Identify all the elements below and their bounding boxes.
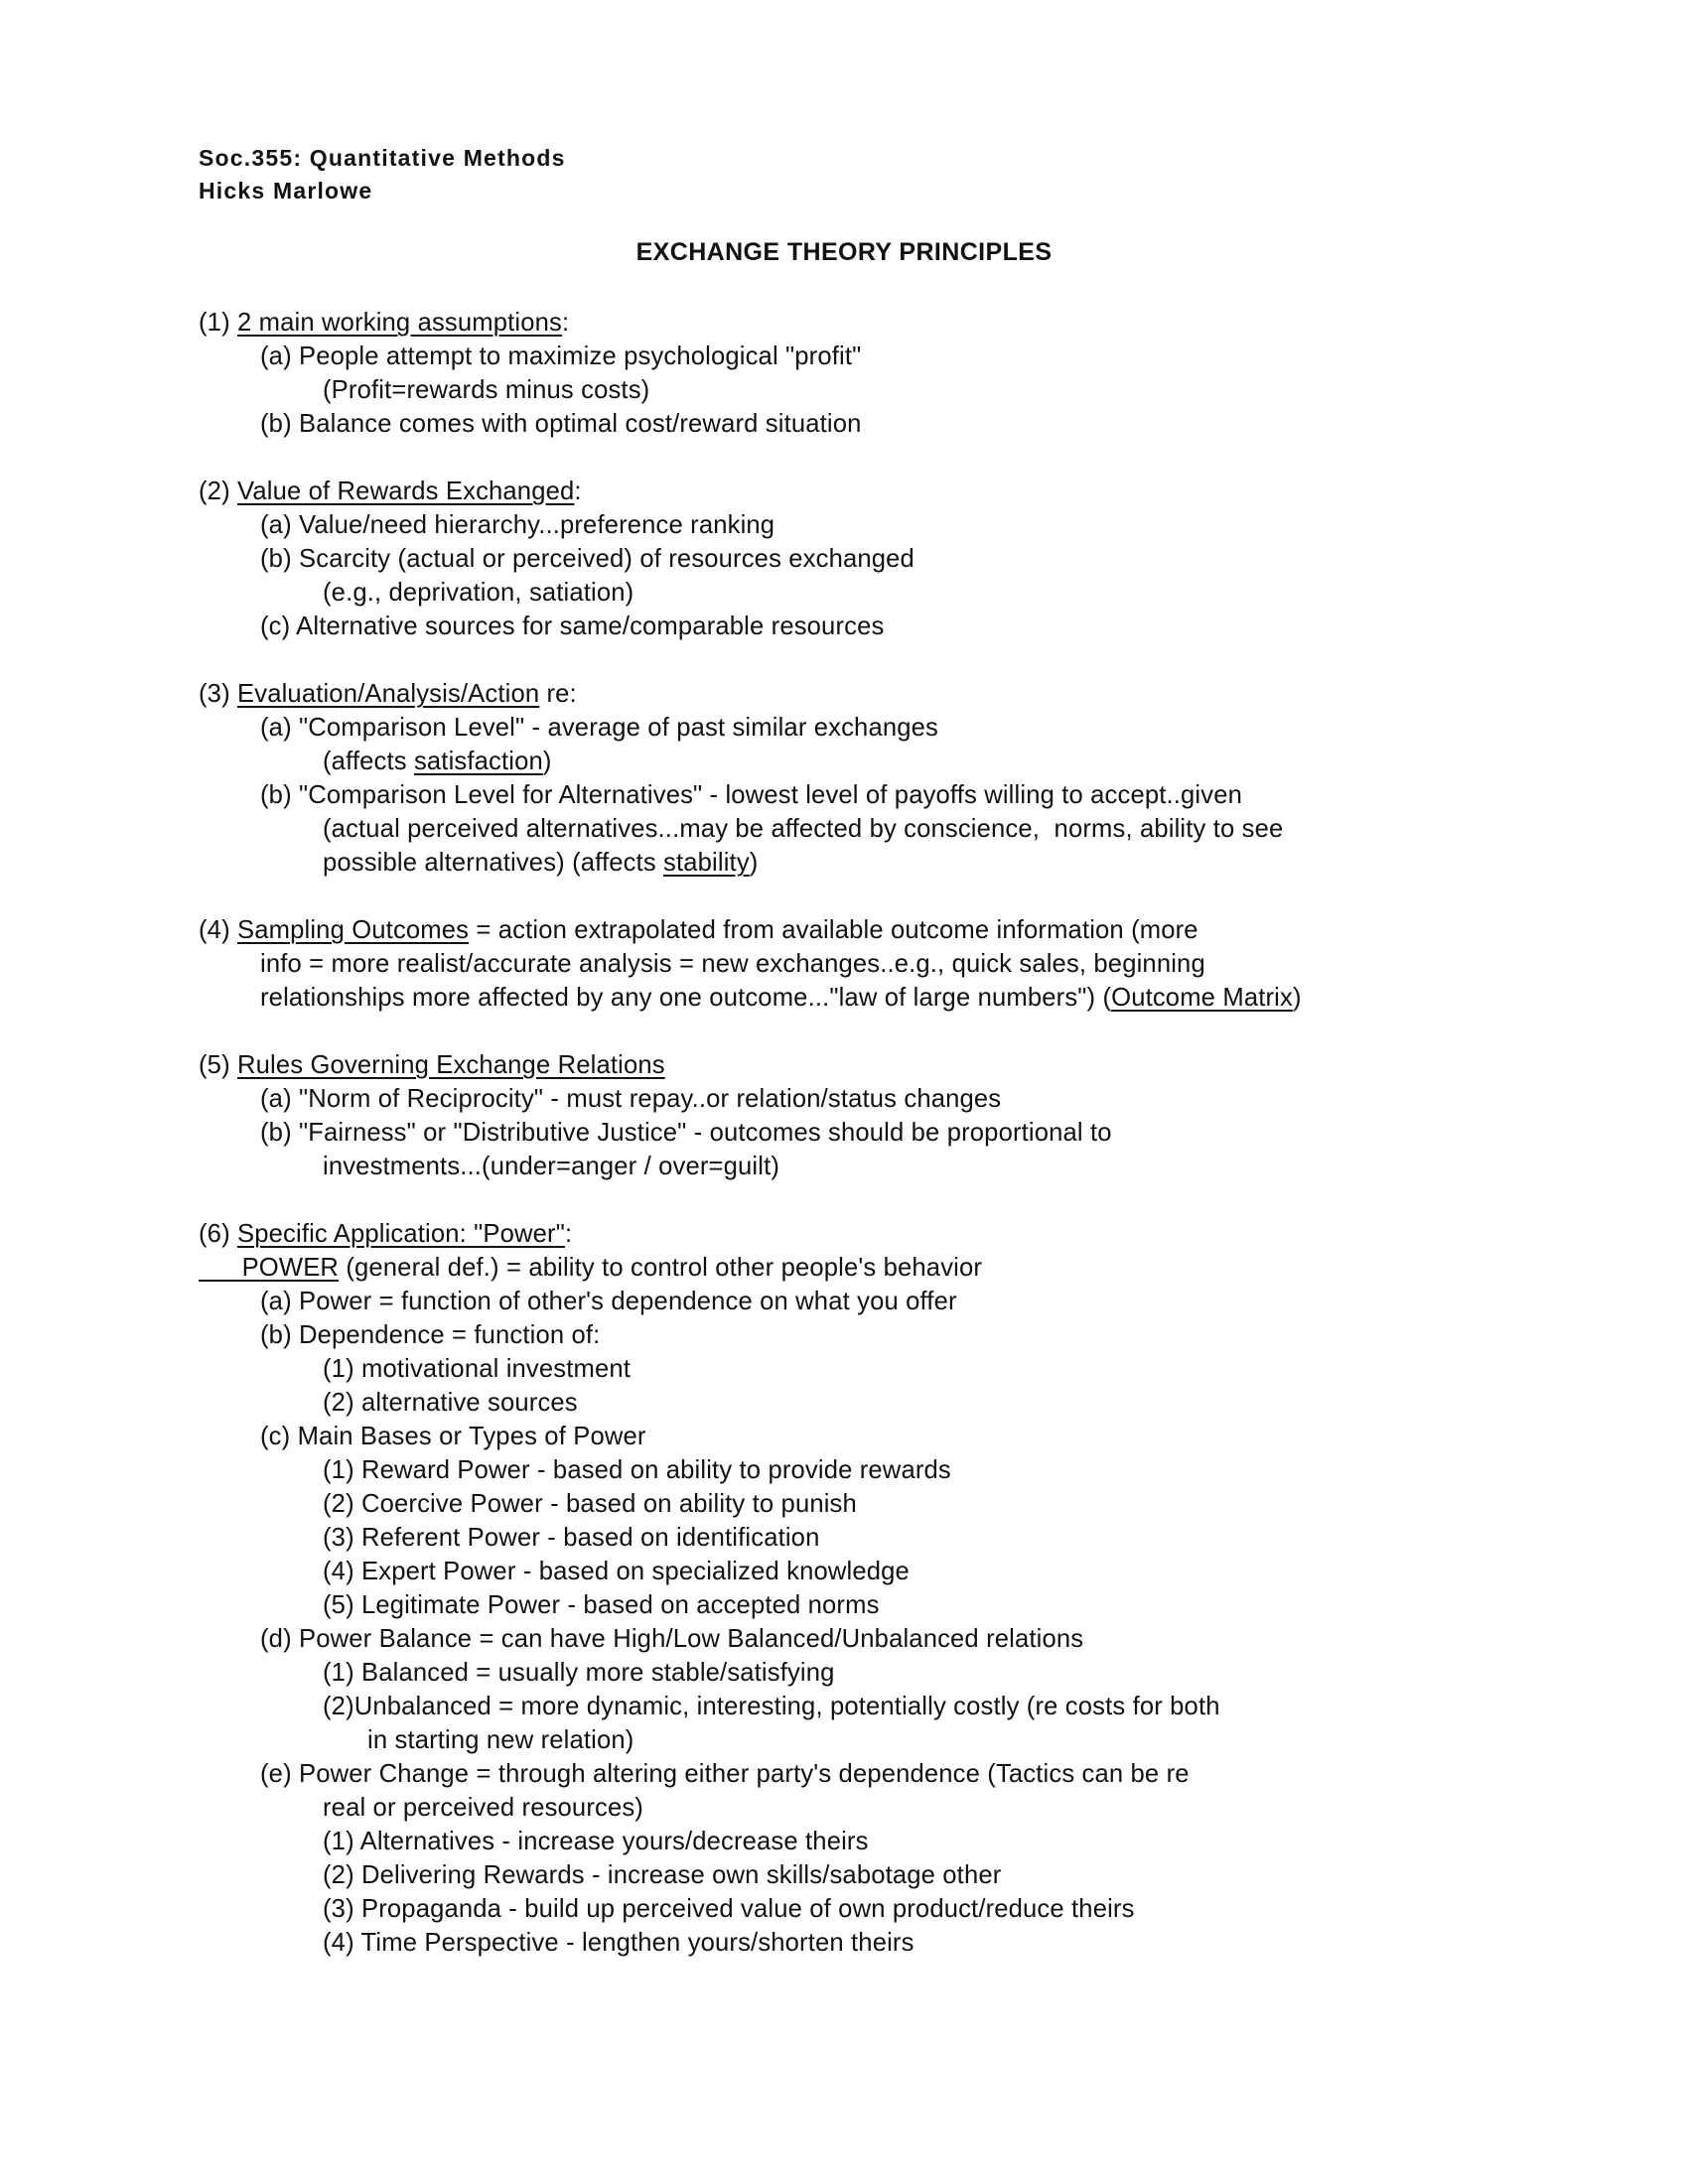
section-6-item-d-2: (2)Unbalanced = more dynamic, interesting, potentially costly (re costs for both — [323, 1691, 1220, 1720]
section-number: (1) — [199, 307, 238, 337]
text: relationships more affected by any one outcome..."law of large numbers") ( — [260, 982, 1112, 1012]
section-suffix: : — [561, 307, 570, 337]
power-tactic-4: (4) Time Perspective - lengthen yours/shorten theirs — [323, 1927, 914, 1957]
power-type-5: (5) Legitimate Power - based on accepted norms — [323, 1589, 880, 1619]
power-type-1: (1) Reward Power - based on ability to provide rewards — [323, 1454, 951, 1484]
section-number: (6) — [199, 1218, 238, 1248]
section-1-item-a-continued: (Profit=rewards minus costs) — [323, 374, 650, 404]
section-6-item-e: (e) Power Change = through altering either party's dependence (Tactics can be re — [260, 1758, 1190, 1788]
section-1-item-b: (b) Balance comes with optimal cost/reward situation — [260, 408, 862, 438]
section-number: (4) — [199, 914, 238, 944]
section-6-item-d-2-continued: in starting new relation) — [367, 1724, 634, 1754]
section-number: (5) — [199, 1049, 238, 1079]
text: (general def.) = ability to control other people's behavior — [339, 1252, 983, 1282]
section-4-continued-1: info = more realist/accurate analysis = new exchanges..e.g., quick sales, beginning — [260, 948, 1205, 978]
text: ) — [749, 847, 759, 877]
section-3-heading — [199, 676, 577, 710]
text: possible alternatives) (affects — [323, 847, 664, 877]
section-number: (2) — [199, 476, 238, 505]
section-title: Evaluation/Analysis/Action — [237, 678, 540, 708]
section-2-item-b: (b) Scarcity (actual or perceived) of resources exchanged — [260, 543, 914, 573]
section-6-item-d: (d) Power Balance = can have High/Low Balanced/Unbalanced relations — [260, 1623, 1084, 1653]
section-title: Specific Application: "Power" — [237, 1218, 565, 1248]
section-6-heading — [199, 1216, 572, 1250]
section-number: (3) — [199, 678, 238, 708]
instructor-name: Hicks Marlowe — [199, 178, 373, 204]
section-4-heading — [199, 912, 1198, 946]
underlined-term: POWER — [199, 1252, 340, 1282]
power-definition — [199, 1250, 982, 1284]
section-6-item-d-1: (1) Balanced = usually more stable/satisfying — [323, 1657, 835, 1687]
page-title: EXCHANGE THEORY PRINCIPLES — [635, 238, 1053, 266]
section-1-item-a: (a) People attempt to maximize psychological "profit" — [260, 341, 862, 370]
text: (affects — [323, 746, 414, 775]
section-6-item-b-1: (1) motivational investment — [323, 1353, 632, 1383]
section-6-item-b: (b) Dependence = function of: — [260, 1319, 601, 1349]
section-3-item-a: (a) "Comparison Level" - average of past similar exchanges — [260, 712, 938, 742]
section-title: Value of Rewards Exchanged — [237, 476, 575, 505]
section-3-item-b-continued-1: (actual perceived alternatives...may be affected by conscience, norms, ability to see — [323, 813, 1284, 843]
section-6-item-c: (c) Main Bases or Types of Power — [260, 1421, 646, 1450]
section-3-item-b-continued-2 — [323, 845, 758, 879]
section-1-heading — [199, 305, 569, 339]
section-2-item-b-continued: (e.g., deprivation, satiation) — [323, 577, 634, 607]
underlined-term: Outcome Matrix — [1111, 982, 1293, 1012]
section-5-item-b: (b) "Fairness" or "Distributive Justice" - outcomes should be proportional to — [260, 1117, 1112, 1147]
underlined-term: satisfaction — [413, 746, 543, 775]
power-tactic-3: (3) Propaganda - build up perceived value of own product/reduce theirs — [323, 1893, 1135, 1923]
power-type-2: (2) Coercive Power - based on ability to punish — [323, 1488, 857, 1518]
section-3-item-a-continued — [323, 744, 552, 777]
power-type-3: (3) Referent Power - based on identification — [323, 1522, 820, 1552]
section-2-item-a: (a) Value/need hierarchy...preference ranking — [260, 509, 775, 539]
power-type-4: (4) Expert Power - based on specialized knowledge — [323, 1556, 910, 1585]
section-6-item-e-continued: real or perceived resources) — [323, 1792, 643, 1822]
section-title: Sampling Outcomes — [237, 914, 470, 944]
section-suffix: re: — [539, 678, 577, 708]
text: ) — [542, 746, 552, 775]
section-suffix: : — [564, 1218, 573, 1248]
section-5-item-b-continued: investments...(under=anger / over=guilt) — [323, 1151, 780, 1180]
section-suffix: : — [574, 476, 582, 505]
section-2-item-c: (c) Alternative sources for same/comparable resources — [260, 611, 885, 640]
power-tactic-1: (1) Alternatives - increase yours/decrease theirs — [323, 1826, 869, 1855]
section-title: Rules Governing Exchange Relations — [237, 1049, 665, 1079]
section-2-heading — [199, 474, 582, 507]
section-suffix: = action extrapolated from available outcome information (more — [469, 914, 1198, 944]
course-title: Soc.355: Quantitative Methods — [199, 145, 566, 171]
section-4-continued-2 — [260, 980, 1302, 1014]
section-title: 2 main working assumptions — [237, 307, 562, 337]
text: ) — [1292, 982, 1302, 1012]
section-6-item-b-2: (2) alternative sources — [323, 1387, 578, 1417]
section-5-item-a: (a) "Norm of Reciprocity" - must repay..or relation/status changes — [260, 1083, 1002, 1113]
power-tactic-2: (2) Delivering Rewards - increase own skills/sabotage other — [323, 1859, 1002, 1889]
section-3-item-b: (b) "Comparison Level for Alternatives" - lowest level of payoffs willing to accept..given — [260, 779, 1243, 809]
section-6-item-a: (a) Power = function of other's dependence on what you offer — [260, 1286, 957, 1315]
underlined-term: stability — [663, 847, 750, 877]
section-5-heading — [199, 1047, 665, 1081]
